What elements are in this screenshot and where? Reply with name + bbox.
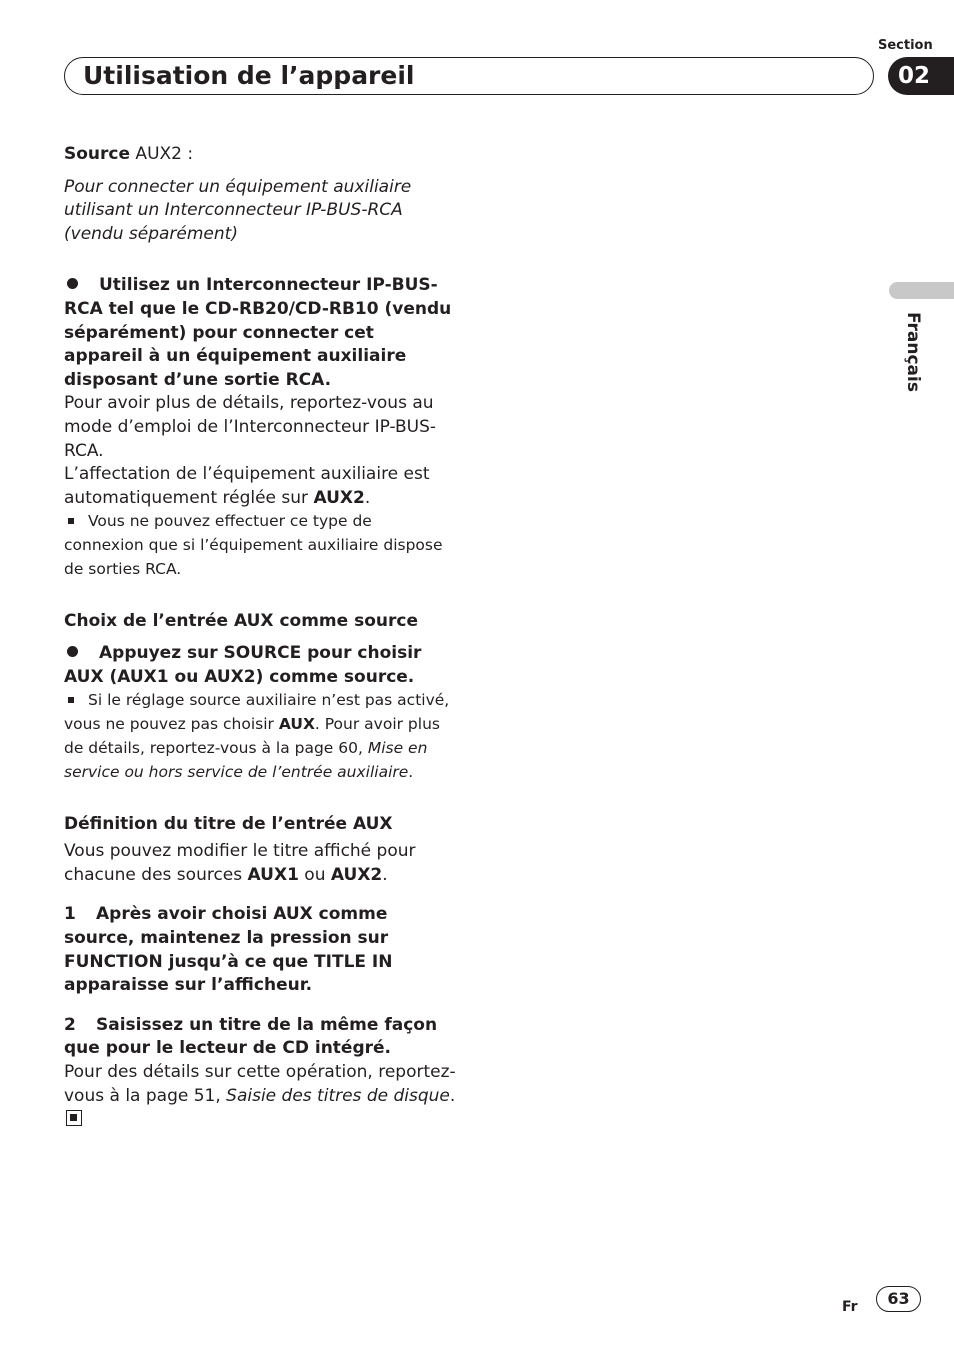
section-label: Section <box>878 38 933 53</box>
step-2-number: 2 <box>64 1014 76 1035</box>
step-2-text: Saisissez un titre de la même façon que pour le lecteur de CD intégré. <box>64 1014 438 1059</box>
title-def-intro <box>64 840 456 887</box>
bullet1-para2-start: L’affectation de l’équipement auxiliaire est automatiquement réglée sur <box>64 464 430 508</box>
section-number: 02 <box>888 57 954 95</box>
bullet1-note <box>64 510 456 581</box>
title-def-intro-bold2: AUX2 <box>330 864 383 885</box>
language-tab-marker <box>889 282 954 299</box>
title-def-intro-start: Vous pouvez modifier le titre affiché pour chacune des sources <box>64 841 416 885</box>
bullet-instruction-1-text: Utilisez un Interconnecteur IP-BUS-RCA tel que le CD-RB20/CD-RB10 (vendu séparément) pour connecter cet appareil à un équipement auxiliaire disposant d’une sortie RCA. <box>64 275 452 390</box>
language-tab-label: Français <box>903 312 923 392</box>
step-2-para-end: . <box>449 1085 456 1106</box>
bullet1-para2-end: . <box>364 487 371 508</box>
choice-instruction <box>64 642 456 689</box>
choice-heading: Choix de l’entrée AUX comme source <box>64 610 418 631</box>
step-2 <box>64 1014 456 1061</box>
end-of-section-icon <box>66 1110 82 1126</box>
choice-note-bold: AUX <box>278 715 315 734</box>
main-column <box>64 143 456 1132</box>
title-def-heading: Définition du titre de l’entrée AUX <box>64 813 393 834</box>
step-2-paragraph <box>64 1061 456 1132</box>
choice-note-end: . <box>408 762 414 781</box>
step-1-number: 1 <box>64 904 76 925</box>
bullet-dot-icon <box>67 278 78 289</box>
step-2-para-italic: Saisie des titres de disque <box>226 1085 450 1106</box>
page-number: 63 <box>876 1286 921 1312</box>
page-title: Utilisation de l’appareil <box>83 61 415 90</box>
title-def-intro-end: . <box>382 864 388 885</box>
choice-note-start: Si le réglage source auxiliaire n’est pas activé, vous ne pouvez pas choisir <box>64 691 450 734</box>
step-1 <box>64 903 456 997</box>
bullet1-note-text: Vous ne pouvez effectuer ce type de connexion que si l’équipement auxiliaire dispose de sorties RCA. <box>64 512 443 578</box>
source-aux2-intro: Pour connecter un équipement auxiliaire utilisant un Interconnecteur IP-BUS-RCA (vendu séparément) <box>64 176 412 244</box>
bullet-instruction-1 <box>64 274 456 392</box>
step-2-para-start: Pour des détails sur cette opération, reportez-vous à la page 51, <box>64 1062 456 1106</box>
source-aux2-heading-rest: AUX2 : <box>130 144 194 164</box>
bullet1-paragraph-2 <box>64 463 456 510</box>
footer-language-code: Fr <box>842 1299 858 1315</box>
choice-instruction-text: Appuyez sur SOURCE pour choisir AUX (AUX1 ou AUX2) comme source. <box>64 643 422 687</box>
source-aux2-heading-bold: Source <box>64 144 131 164</box>
note-square-icon <box>68 518 74 524</box>
bullet1-para2-bold: AUX2 <box>313 487 365 508</box>
title-def-intro-bold1: AUX1 <box>247 864 299 885</box>
choice-note-mid: . Pour avoir plus de détails, reportez-vous à la page 60, <box>64 715 440 758</box>
choice-note <box>64 689 456 784</box>
choice-note-italic: Mise en service ou hors service de l’entrée auxiliaire <box>64 739 428 781</box>
note-square-icon <box>68 697 74 703</box>
step-1-text: Après avoir choisi AUX comme source, maintenez la pression sur FUNCTION jusqu’à ce que TITLE IN apparaisse sur l’afficheur. <box>64 904 393 996</box>
title-def-intro-mid: ou <box>298 864 331 885</box>
bullet-dot-icon <box>67 646 78 657</box>
source-aux2-heading <box>64 143 456 167</box>
bullet1-paragraph-1: Pour avoir plus de détails, reportez-vous au mode d’emploi de l’Interconnecteur IP-BUS-RCA. <box>64 393 437 461</box>
